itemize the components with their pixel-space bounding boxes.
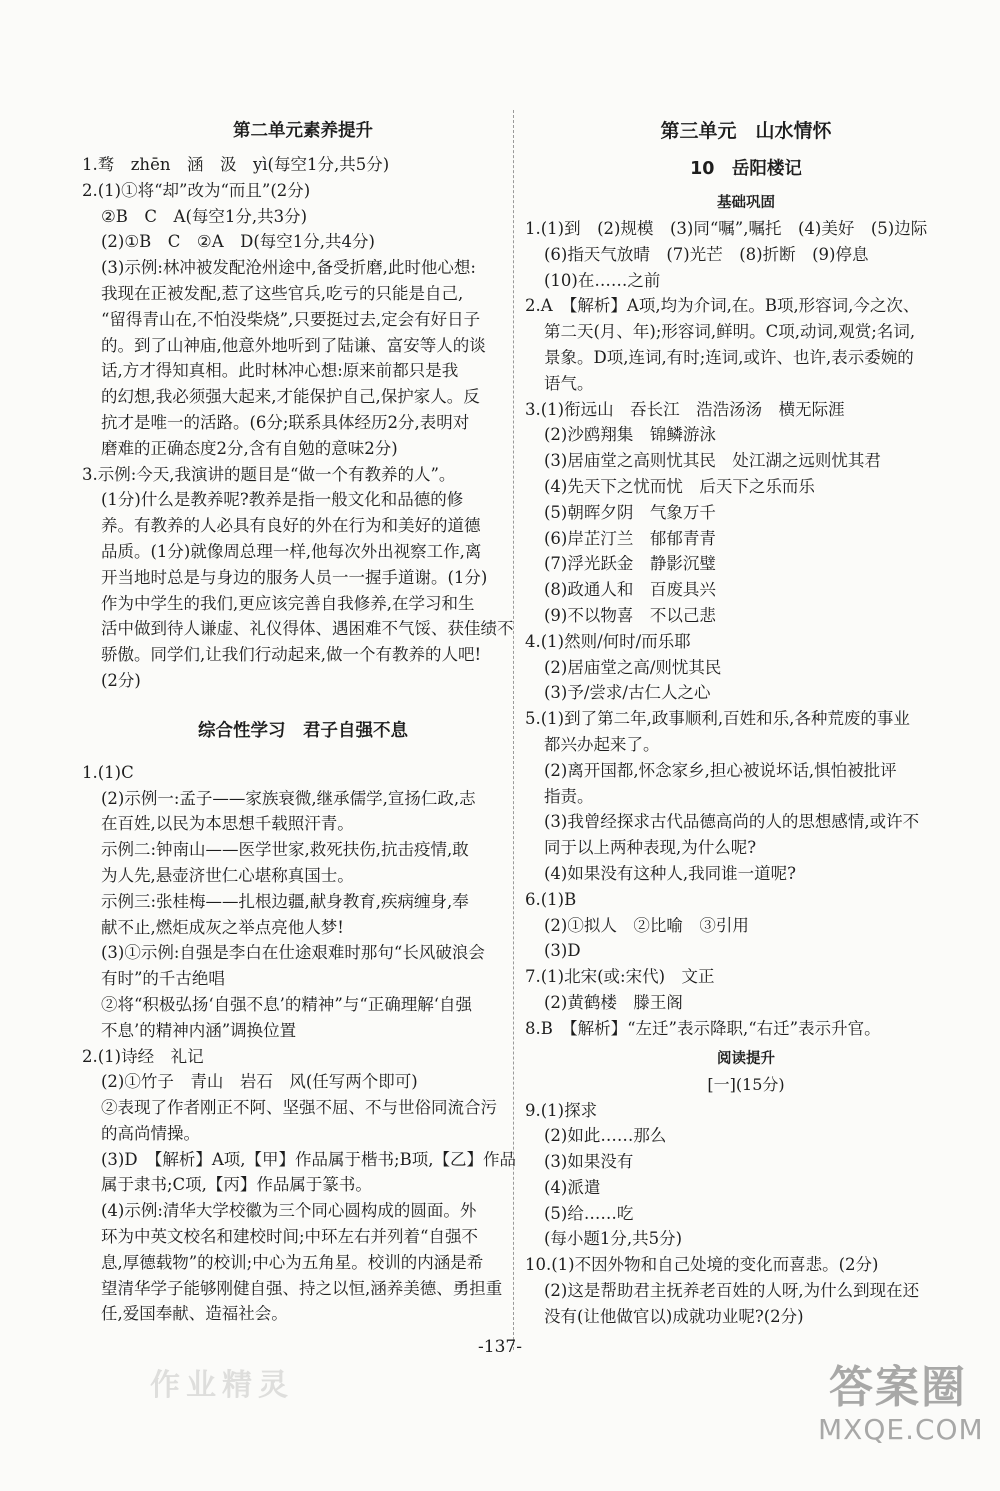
answer-line: 2.(1)①将“却”改为“而且”(2分) — [82, 180, 311, 200]
answer-line: ②B C A(每空1分,共3分) — [101, 206, 308, 226]
answer-line: 在百姓,以民为本思想千载照汗青。 — [101, 814, 354, 834]
answer-line: 献不止,燃炬成灰之举点亮他人梦! — [101, 917, 344, 937]
answer-line: 望清华学子能够刚健自强、持之以恒,涵养美德、勇担重 — [101, 1278, 503, 1298]
answer-line: 9.(1)探求 — [525, 1100, 598, 1120]
answer-line: 没有(让他做官以)成就功业呢?(2分) — [544, 1306, 804, 1326]
answer-line: 同于以上两种表现,为什么呢? — [544, 838, 757, 858]
answer-line: (4)先天下之忧而忧 后天下之乐而乐 — [544, 476, 815, 496]
answer-line: 第二天(月、年);形容词,鲜明。C项,动词,观赏;名词, — [544, 322, 916, 342]
answer-line: 有时”的千古绝唱 — [101, 969, 225, 989]
answer-line: (8)政通人和 百废具兴 — [544, 580, 716, 600]
page-number: -137- — [478, 1337, 522, 1357]
left-answers-part2 — [82, 760, 524, 1328]
answer-line: 2.(1)诗经 礼记 — [82, 1046, 204, 1066]
answer-line: 3.示例:今天,我演讲的题目是“做一个有教养的人”。 — [82, 464, 456, 484]
answer-line: 4.(1)然则/何时/而乐耶 — [525, 631, 691, 651]
answer-line: 2.A 【解析】A项,均为介词,在。B项,形容词,今之次、 — [525, 296, 920, 316]
logo-top-text: 答案圈 — [829, 1362, 967, 1413]
answer-line: ②表现了作者刚正不阿、坚强不屈、不与世俗同流合污 — [101, 1098, 497, 1118]
answer-line: 3.(1)衔远山 吞长江 浩浩汤汤 横无际涯 — [525, 399, 845, 419]
answer-line: (3)示例:林冲被发配沧州途中,备受折磨,此时他心想: — [101, 258, 476, 278]
answer-line: 抗才是唯一的活路。(6分;联系具体经历2分,表明对 — [101, 412, 470, 432]
logo-bottom-text: MXQE.COM — [818, 1413, 984, 1446]
answer-line: ②将“积极弘扬‘自强不息’的精神”与“正确理解‘自强 — [101, 994, 473, 1014]
section-heading-unit2: 第二单元素养提升 — [233, 121, 373, 141]
subheading-reading: 阅读提升 — [717, 1050, 775, 1067]
answer-line: 任,爱国奉献、造福社会。 — [101, 1304, 288, 1324]
answer-line: 1.(1)C — [82, 762, 134, 782]
answer-line: 骄傲。同学们,让我们行动起来,做一个有教养的人吧! — [101, 645, 482, 665]
answer-line: (每小题1分,共5分) — [544, 1229, 683, 1249]
answer-line: 为人先,悬壶济世仁心堪称真国士。 — [101, 865, 354, 885]
answer-line: (2)黄鹤楼 滕王阁 — [544, 992, 683, 1012]
answer-line: 养。有教养的人必具有良好的外在行为和美好的道德 — [101, 516, 481, 536]
answer-line: (2)离开国都,怀念家乡,担心被说坏话,惧怕被批评 — [544, 760, 897, 780]
answer-line: (2)居庙堂之高/则忧其民 — [544, 657, 722, 677]
answer-line: (4)如果没有这种人,我同谁一道呢? — [544, 863, 796, 883]
answer-line: (6)指天气放晴 (7)光芒 (8)折断 (9)停息 — [544, 244, 869, 264]
answer-line: (3)如果没有 — [544, 1152, 634, 1172]
answer-line: (2)沙鸥翔集 锦鳞游泳 — [544, 425, 716, 445]
answer-line: 10.(1)不因外物和自己处境的变化而喜悲。(2分) — [525, 1255, 879, 1275]
answer-line: (4)派遣 — [544, 1177, 601, 1197]
answer-line: (3)①示例:自强是李白在仕途艰难时那句“长风破浪会 — [101, 943, 485, 963]
answer-line: (2)①拟人 ②比喻 ③引用 — [544, 915, 749, 935]
site-logo — [818, 1362, 984, 1455]
unit-title: 第三单元 山水情怀 — [660, 120, 832, 142]
answer-line: 环为中英文校名和建校时间;中环左右并列着“自强不 — [101, 1227, 478, 1247]
right-answers-part2 — [525, 1098, 967, 1330]
answer-line: 作为中学生的我们,更应该完善自我修养,在学习和生 — [101, 593, 475, 613]
answer-line: 1.骛 zhēn 涵 汲 yì(每空1分,共5分) — [82, 155, 390, 174]
answer-line: (3)我曾经探求古代品德高尚的人的思想感情,或许不 — [544, 812, 920, 832]
answer-line: 8.B 【解析】“左迁”表示降职,“右迁”表示升官。 — [525, 1018, 881, 1038]
answer-line: 的。到了山神庙,他意外地听到了陆谦、富安等人的谈 — [101, 335, 486, 355]
answer-line: 都兴办起来了。 — [544, 734, 660, 754]
answer-line: “留得青山在,不怕没柴烧”,只要挺过去,定会有好日子 — [101, 309, 481, 329]
answer-line: (2)这是帮助君主抚养老百姓的人呀,为什么到现在还 — [544, 1281, 920, 1301]
answer-line: 示例三:张桂梅——扎根边疆,献身教育,疾病缠身,奉 — [101, 891, 469, 911]
answer-line: (2分) — [101, 670, 141, 690]
answer-line: (2)如此……那么 — [544, 1126, 667, 1146]
answer-line: 我现在正被发配,惹了这些官兵,吃亏的只能是自己, — [101, 283, 464, 303]
answer-line: 品质。(1分)就像周总理一样,他每次外出视察工作,离 — [101, 541, 482, 561]
answer-line: (2)示例一:孟子——家族衰微,继承儒学,宣扬仁政,志 — [101, 788, 476, 808]
watermark-text: 作业精灵 — [150, 1368, 294, 1403]
answer-line: (5)朝晖夕阴 气象万千 — [544, 502, 716, 522]
answer-line: 的高尚情操。 — [101, 1123, 200, 1143]
answer-line: 不息’的精神内涵”调换位置 — [101, 1020, 297, 1040]
answer-line: 景象。D项,连词,有时;连词,或许、也许,表示委婉的 — [544, 347, 914, 367]
lesson-title: 10 岳阳楼记 — [690, 159, 802, 179]
answer-line: (2)①竹子 青山 岩石 风(任写两个即可) — [101, 1072, 418, 1092]
subheading-basic: 基础巩固 — [717, 195, 775, 211]
answer-line: (5)给……吃 — [544, 1203, 634, 1223]
answer-line: (3)D 【解析】A项,【甲】作品属于楷书;B项,【乙】作品 — [101, 1149, 516, 1169]
answer-line: 磨难的正确态度2分,含有自勉的意味2分) — [101, 438, 398, 458]
answer-line: 6.(1)B — [525, 889, 577, 909]
answer-line: (10)在……之前 — [544, 270, 661, 290]
answer-line: 开当地时总是与身边的服务人员一一握手道谢。(1分) — [101, 567, 488, 587]
answer-line: 话,方才得知真相。此时林冲心想:原来前都只是我 — [101, 361, 459, 381]
answer-line: (3)D — [544, 941, 581, 961]
answer-line: (2)①B C ②A D(每空1分,共4分) — [101, 232, 375, 252]
section-heading-comprehensive: 综合性学习 君子自强不息 — [198, 720, 408, 741]
answer-line: (4)示例:清华大学校徽为三个同心圆构成的圆面。外 — [101, 1201, 477, 1221]
left-column — [82, 112, 524, 1327]
answer-line: 属于隶书;C项,【丙】作品属于篆书。 — [101, 1175, 372, 1195]
answer-line: 息,厚德载物”的校训;中心为五角星。校训的内涵是希 — [101, 1252, 484, 1272]
answer-line: (9)不以物喜 不以己悲 — [544, 605, 716, 625]
answer-line: (6)岸芷汀兰 郁郁青青 — [544, 528, 716, 548]
answer-line: 指责。 — [544, 786, 594, 806]
answer-line: 的幻想,我必须强大起来,才能保护自己,保护家人。反 — [101, 387, 480, 407]
answer-line: 语气。 — [544, 373, 594, 393]
answer-line: 7.(1)北宋(或:宋代) 文正 — [525, 967, 715, 987]
reading-section-label: [一](15分) — [707, 1074, 785, 1094]
answer-line: 5.(1)到了第二年,政事顺利,百姓和乐,各种荒废的事业 — [525, 709, 910, 729]
right-column — [525, 112, 967, 1330]
answer-line: (3)居庙堂之高则忧其民 处江湖之远则忧其君 — [544, 451, 881, 471]
answer-line: (7)浮光跃金 静影沉璧 — [544, 554, 716, 574]
right-answers-part1 — [525, 216, 967, 1042]
answer-line: (3)予/尝求/古仁人之心 — [544, 683, 711, 703]
answer-line: 1.(1)到 (2)规模 (3)同“嘱”,嘱托 (4)美好 (5)边际 — [525, 219, 928, 238]
left-answers-part1 — [82, 152, 524, 694]
answer-line: 示例二:钟南山——医学世家,救死扶伤,抗击疫情,敢 — [101, 840, 469, 860]
answer-line: 活中做到待人谦虚、礼仪得体、遇困难不气馁、获佳绩不 — [101, 619, 514, 639]
answer-line: (1分)什么是教养呢?教养是指一般文化和品德的修 — [101, 490, 464, 510]
